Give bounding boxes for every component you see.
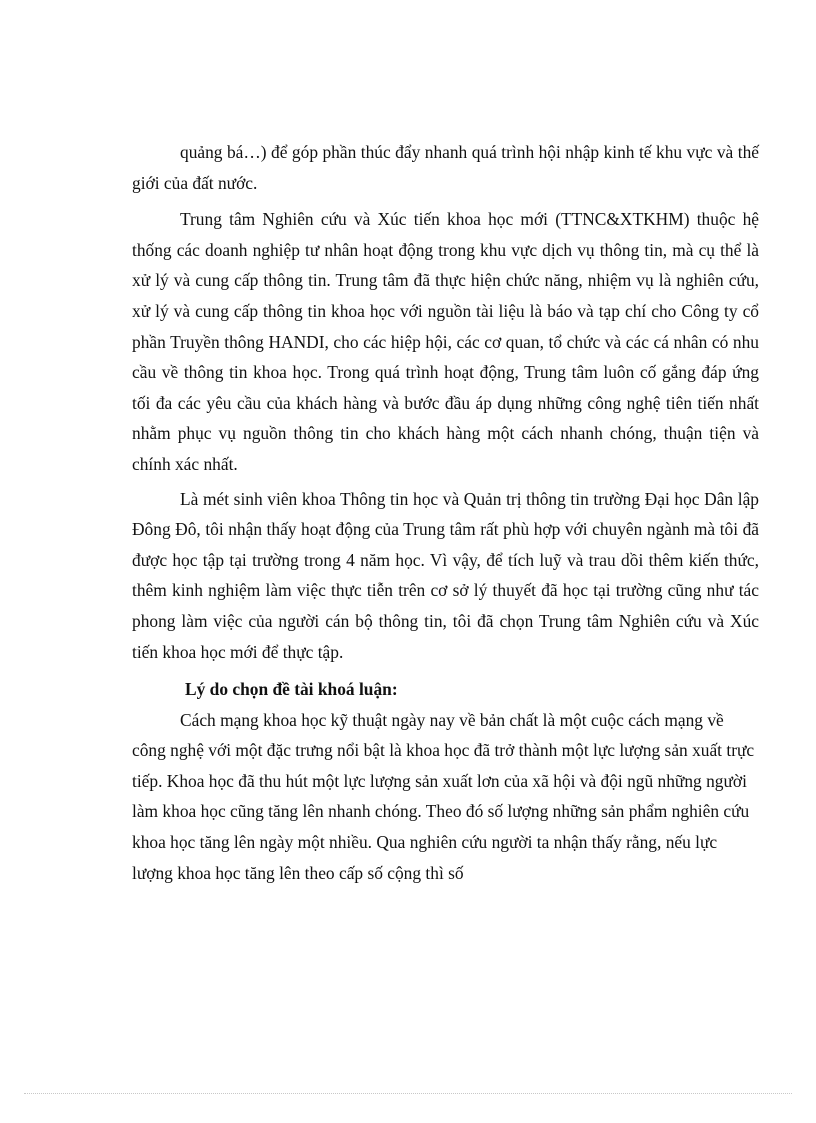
paragraph-continuation: quảng bá…) để góp phần thúc đẩy nhanh quá trình hội nhập kinh tế khu vực và thế giới của đất nước. (132, 142, 759, 193)
paragraph-science-revolution: Cách mạng khoa học kỹ thuật ngày nay về bản chất là một cuộc cách mạng về công nghệ với một đặc trưng nổi bật là khoa học đã trở thành một lực lượng sản xuất trực tiếp. Khoa học đã thu hút một lực lượng sản xuất lơn của xã hội và đội ngũ những người làm khoa học cũng tăng lên nhanh chóng. Theo đó số lượng những sản phẩm nghiên cứu khoa học tăng lên ngày một nhiều. Qua nghiên cứu người ta nhận thấy rằng, nếu lực lượng khoa học tăng lên theo cấp số cộng thì số (132, 709, 755, 883)
paragraph-center-intro: Trung tâm Nghiên cứu và Xúc tiến khoa học mới (TTNC&XTKHM) thuộc hệ thống các doanh nghiệp tư nhân hoạt động trong khu vực dịch vụ thông tin, mà cụ thể là xử lý và cung cấp thông tin. Trung tâm đã thực hiện chức năng, nhiệm vụ là nghiên cứu, xử lý và cung cấp thông tin khoa học với nguồn tài liệu là báo và tạp chí cho Công ty cổ phần Truyền thông HANDI, cho các hiệp hội, các cơ quan, tổ chức và các cá nhân có nhu cầu về thông tin khoa học. Trong quá trình hoạt động, Trung tâm luôn cố gắng đáp ứng tối đa các yêu cầu của khách hàng và bước đầu áp dụng những công nghệ tiên tiến nhất nhằm phục vụ nguồn thông tin cho khách hàng một cách nhanh chóng, thuận tiện và chính xác nhất. (132, 209, 759, 474)
document-page (132, 137, 759, 888)
page-footer-divider (24, 1093, 792, 1094)
section-heading-reason: Lý do chọn đề tài khoá luận: (185, 679, 398, 700)
paragraph-student-choice: Là mét sinh viên khoa Thông tin học và Quản trị thông tin trường Đại học Dân lập Đông Đô, tôi nhận thấy hoạt động của Trung tâm rất phù hợp với chuyên ngành mà tôi đã được học tập tại trường trong 4 năm học. Vì vậy, để tích luỹ và trau dồi thêm kiến thức, thêm kinh nghiệm làm việc thực tiễn trên cơ sở lý thuyết đã học tại trường cũng như tác phong làm việc của người cán bộ thông tin, tôi đã chọn Trung tâm Nghiên cứu và Xúc tiến khoa học mới để thực tập. (132, 488, 759, 662)
